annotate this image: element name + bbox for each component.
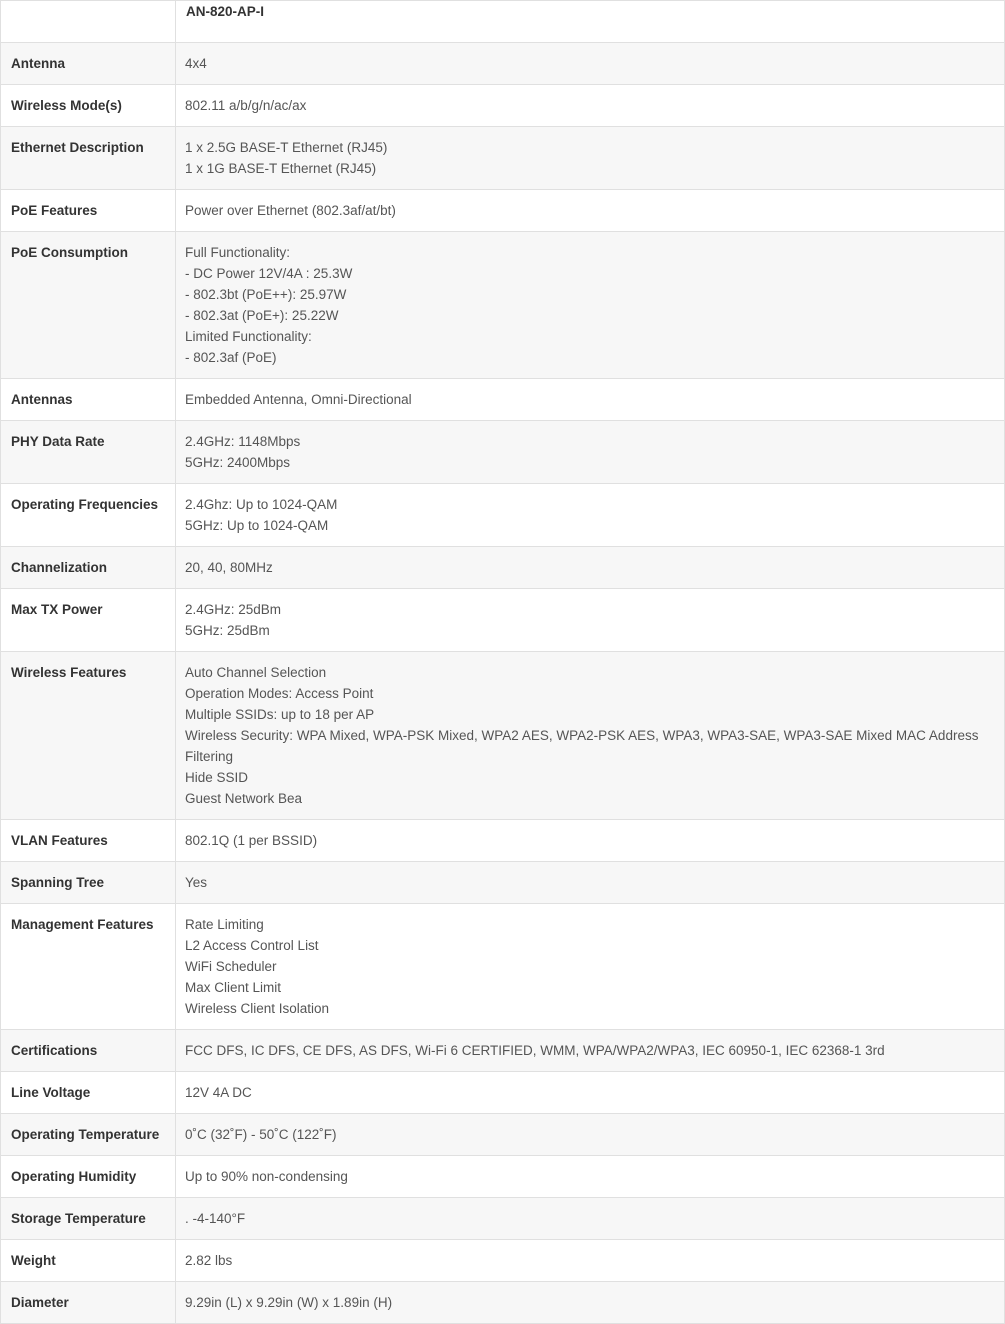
spec-value-line: 1 x 1G BASE-T Ethernet (RJ45) bbox=[185, 161, 377, 176]
spec-label: Diameter bbox=[1, 1282, 176, 1324]
spec-value-line: Hide SSID bbox=[185, 770, 249, 785]
spec-row-certifications bbox=[1, 1030, 1005, 1072]
spec-row-phy-data-rate bbox=[1, 421, 1005, 484]
spec-value bbox=[176, 820, 1005, 862]
spec-row-diameter bbox=[1, 1282, 1005, 1324]
spec-row-max-tx-power bbox=[1, 589, 1005, 652]
spec-value-line: - 802.3bt (PoE++): 25.97W bbox=[185, 287, 347, 302]
spec-value-line: 1 x 2.5G BASE-T Ethernet (RJ45) bbox=[185, 140, 388, 155]
spec-row-operating-frequencies bbox=[1, 484, 1005, 547]
spec-label: Channelization bbox=[1, 547, 176, 589]
spec-row-spanning-tree bbox=[1, 862, 1005, 904]
spec-value-line: Power over Ethernet (802.3af/at/bt) bbox=[185, 203, 396, 218]
spec-value-line: - 802.3at (PoE+): 25.22W bbox=[185, 308, 339, 323]
spec-row-management-features bbox=[1, 904, 1005, 1030]
spec-value-line: 802.1Q (1 per BSSID) bbox=[185, 833, 318, 848]
spec-label: Antennas bbox=[1, 379, 176, 421]
spec-value-line: Rate Limiting bbox=[185, 917, 264, 932]
spec-label: PHY Data Rate bbox=[1, 421, 176, 484]
spec-label: Management Features bbox=[1, 904, 176, 1030]
spec-value-line: Full Functionality: bbox=[185, 245, 291, 260]
spec-value-line: 0˚C (32˚F) - 50˚C (122˚F) bbox=[185, 1127, 337, 1142]
spec-label: Max TX Power bbox=[1, 589, 176, 652]
spec-value bbox=[176, 190, 1005, 232]
spec-value-line: Max Client Limit bbox=[185, 980, 282, 995]
header-row bbox=[1, 1, 1005, 43]
spec-label: Wireless Mode(s) bbox=[1, 85, 176, 127]
spec-value-line: 5GHz: Up to 1024-QAM bbox=[185, 518, 329, 533]
spec-value-line: Embedded Antenna, Omni-Directional bbox=[185, 392, 412, 407]
spec-label: Ethernet Description bbox=[1, 127, 176, 190]
spec-label: Wireless Features bbox=[1, 652, 176, 820]
spec-row-channelization bbox=[1, 547, 1005, 589]
spec-value bbox=[176, 232, 1005, 379]
spec-row-vlan-features bbox=[1, 820, 1005, 862]
spec-row-weight bbox=[1, 1240, 1005, 1282]
spec-label: Weight bbox=[1, 1240, 176, 1282]
spec-value bbox=[176, 652, 1005, 820]
spec-value bbox=[176, 1198, 1005, 1240]
spec-value-line: L2 Access Control List bbox=[185, 938, 319, 953]
spec-value-line: . -4-140°F bbox=[185, 1211, 246, 1226]
spec-value bbox=[176, 1240, 1005, 1282]
spec-value-line: Limited Functionality: bbox=[185, 329, 312, 344]
spec-value-line: Guest Network Bea bbox=[185, 791, 303, 806]
spec-value-line: 4x4 bbox=[185, 56, 207, 71]
spec-label: Storage Temperature bbox=[1, 1198, 176, 1240]
spec-value-line: 12V 4A DC bbox=[185, 1085, 252, 1100]
spec-value-line: Auto Channel Selection bbox=[185, 665, 327, 680]
spec-label: Spanning Tree bbox=[1, 862, 176, 904]
spec-value-line: WiFi Scheduler bbox=[185, 959, 277, 974]
spec-row-operating-temperature bbox=[1, 1114, 1005, 1156]
spec-value-line: 2.4Ghz: Up to 1024-QAM bbox=[185, 497, 338, 512]
spec-row-antenna bbox=[1, 43, 1005, 85]
spec-value bbox=[176, 589, 1005, 652]
spec-label: Operating Humidity bbox=[1, 1156, 176, 1198]
spec-value-line: FCC DFS, IC DFS, CE DFS, AS DFS, Wi-Fi 6 CERTIFIED, WMM, WPA/WPA2/WPA3, IEC 60950-1, IEC 62368-1 3rd bbox=[185, 1043, 885, 1058]
spec-label: Certifications bbox=[1, 1030, 176, 1072]
spec-label: PoE Consumption bbox=[1, 232, 176, 379]
spec-label: Line Voltage bbox=[1, 1072, 176, 1114]
spec-value-line: Wireless Security: WPA Mixed, WPA-PSK Mixed, WPA2 AES, WPA2-PSK AES, WPA3, WPA3-SAE, WPA3-SAE Mixed MAC Address Filtering bbox=[185, 728, 979, 764]
spec-value bbox=[176, 43, 1005, 85]
spec-row-antennas bbox=[1, 379, 1005, 421]
spec-row-operating-humidity bbox=[1, 1156, 1005, 1198]
spec-row-storage-temperature bbox=[1, 1198, 1005, 1240]
spec-row-poe-consumption bbox=[1, 232, 1005, 379]
spec-label: Operating Frequencies bbox=[1, 484, 176, 547]
spec-value bbox=[176, 547, 1005, 589]
spec-value-line: 2.4GHz: 25dBm bbox=[185, 602, 282, 617]
spec-value-line: Multiple SSIDs: up to 18 per AP bbox=[185, 707, 375, 722]
spec-value bbox=[176, 1072, 1005, 1114]
model-name-header: AN-820-AP-I bbox=[176, 1, 1005, 43]
spec-value-line: 5GHz: 2400Mbps bbox=[185, 455, 291, 470]
spec-value bbox=[176, 379, 1005, 421]
spec-value bbox=[176, 1114, 1005, 1156]
spec-value-line: 9.29in (L) x 9.29in (W) x 1.89in (H) bbox=[185, 1295, 393, 1310]
spec-value-line: - DC Power 12V/4A : 25.3W bbox=[185, 266, 353, 281]
spec-value-line: Yes bbox=[185, 875, 208, 890]
spec-value bbox=[176, 862, 1005, 904]
spec-value-line: - 802.3af (PoE) bbox=[185, 350, 277, 365]
spec-label: VLAN Features bbox=[1, 820, 176, 862]
spec-row-wireless-mode-s bbox=[1, 85, 1005, 127]
spec-row-line-voltage bbox=[1, 1072, 1005, 1114]
spec-label: PoE Features bbox=[1, 190, 176, 232]
header-corner-cell bbox=[1, 1, 176, 43]
spec-value-line: 2.4GHz: 1148Mbps bbox=[185, 434, 301, 449]
spec-table-header bbox=[1, 1, 1005, 43]
spec-row-wireless-features bbox=[1, 652, 1005, 820]
spec-row-poe-features bbox=[1, 190, 1005, 232]
spec-value-line: Up to 90% non-condensing bbox=[185, 1169, 348, 1184]
spec-value-line: 802.11 a/b/g/n/ac/ax bbox=[185, 98, 307, 113]
spec-value bbox=[176, 1156, 1005, 1198]
spec-label: Operating Temperature bbox=[1, 1114, 176, 1156]
spec-row-ethernet-description bbox=[1, 127, 1005, 190]
spec-value-line: Operation Modes: Access Point bbox=[185, 686, 374, 701]
spec-value bbox=[176, 85, 1005, 127]
spec-label: Antenna bbox=[1, 43, 176, 85]
spec-value bbox=[176, 421, 1005, 484]
spec-value-line: 5GHz: 25dBm bbox=[185, 623, 270, 638]
spec-value bbox=[176, 484, 1005, 547]
spec-value-line: 20, 40, 80MHz bbox=[185, 560, 273, 575]
spec-table-body bbox=[1, 43, 1005, 1324]
spec-value bbox=[176, 1030, 1005, 1072]
spec-value-line: Wireless Client Isolation bbox=[185, 1001, 330, 1016]
spec-value bbox=[176, 127, 1005, 190]
spec-value bbox=[176, 904, 1005, 1030]
spec-value bbox=[176, 1282, 1005, 1324]
spec-value-line: 2.82 lbs bbox=[185, 1253, 233, 1268]
